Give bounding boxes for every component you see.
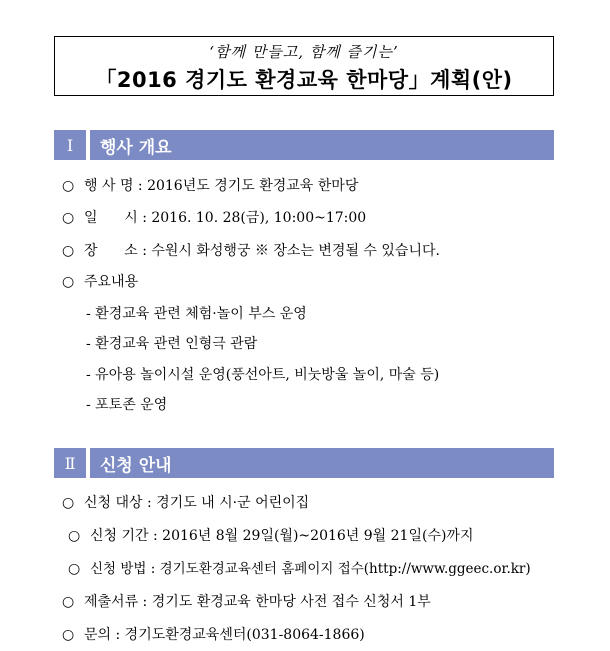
- section-header-2: [54, 448, 554, 478]
- bullet: ○: [62, 495, 75, 511]
- list-item-documents: [62, 593, 431, 611]
- section-number-1: Ⅰ: [54, 130, 86, 160]
- title-box: [54, 36, 554, 96]
- list-item-period: [68, 527, 473, 545]
- item-text: 주요내용: [84, 274, 139, 290]
- section-title-1: 행사 개요: [90, 130, 554, 160]
- item-text: 일 시 : 2016. 10. 28(금), 10:00~17:00: [84, 210, 367, 226]
- list-item-target: [62, 494, 309, 512]
- item-text: - 포토존 운영: [86, 397, 168, 413]
- bullet: ○: [62, 627, 75, 643]
- list-item-date: [62, 209, 366, 227]
- item-text: - 유아용 놀이시설 운영(풍선아트, 비눗방울 놀이, 마술 등): [86, 367, 440, 383]
- list-item-event-name: [62, 177, 358, 195]
- bullet: ○: [62, 274, 75, 290]
- bullet: ○: [62, 210, 75, 226]
- list-item-sub: [86, 305, 307, 323]
- list-item-location: [62, 242, 440, 260]
- section-number-2: Ⅱ: [54, 448, 86, 478]
- subtitle: ‘함께 만들고, 함께 즐기는’: [209, 43, 399, 61]
- list-item-sub: [86, 366, 439, 384]
- bullet: ○: [62, 243, 75, 259]
- item-text: 장 소 : 수원시 화성행궁 ※ 장소는 변경될 수 있습니다.: [84, 243, 440, 259]
- main-title: 「2016 경기도 환경교육 한마당」계획(안): [95, 68, 513, 92]
- list-item-main-content: [62, 273, 138, 291]
- item-text: - 환경교육 관련 인형극 관람: [86, 336, 258, 352]
- list-item-sub: [86, 396, 167, 414]
- bullet: ○: [62, 178, 75, 194]
- section-header-1: [54, 130, 554, 160]
- bullet: ○: [62, 594, 75, 610]
- bullet: ○: [68, 561, 81, 577]
- item-text: 문의 : 경기도환경교육센터(031-8064-1866): [84, 627, 365, 643]
- list-item-method: [68, 560, 531, 578]
- item-text: 신청 대상 : 경기도 내 시·군 어린이집: [84, 495, 310, 511]
- item-text: 신청 방법 : 경기도환경교육센터 홈페이지 접수(http://www.ggeec.or.kr): [90, 561, 531, 577]
- list-item-sub: [86, 335, 257, 353]
- item-text: - 환경교육 관련 체험·놀이 부스 운영: [86, 306, 307, 322]
- section-title-2: 신청 안내: [90, 448, 554, 478]
- list-item-contact: [62, 626, 365, 644]
- item-text: 행 사 명 : 2016년도 경기도 환경교육 한마당: [84, 178, 359, 194]
- bullet: ○: [68, 528, 81, 544]
- item-text: 제출서류 : 경기도 환경교육 한마당 사전 접수 신청서 1부: [84, 594, 431, 610]
- item-text: 신청 기간 : 2016년 8월 29일(월)~2016년 9월 21일(수)까지: [90, 528, 474, 544]
